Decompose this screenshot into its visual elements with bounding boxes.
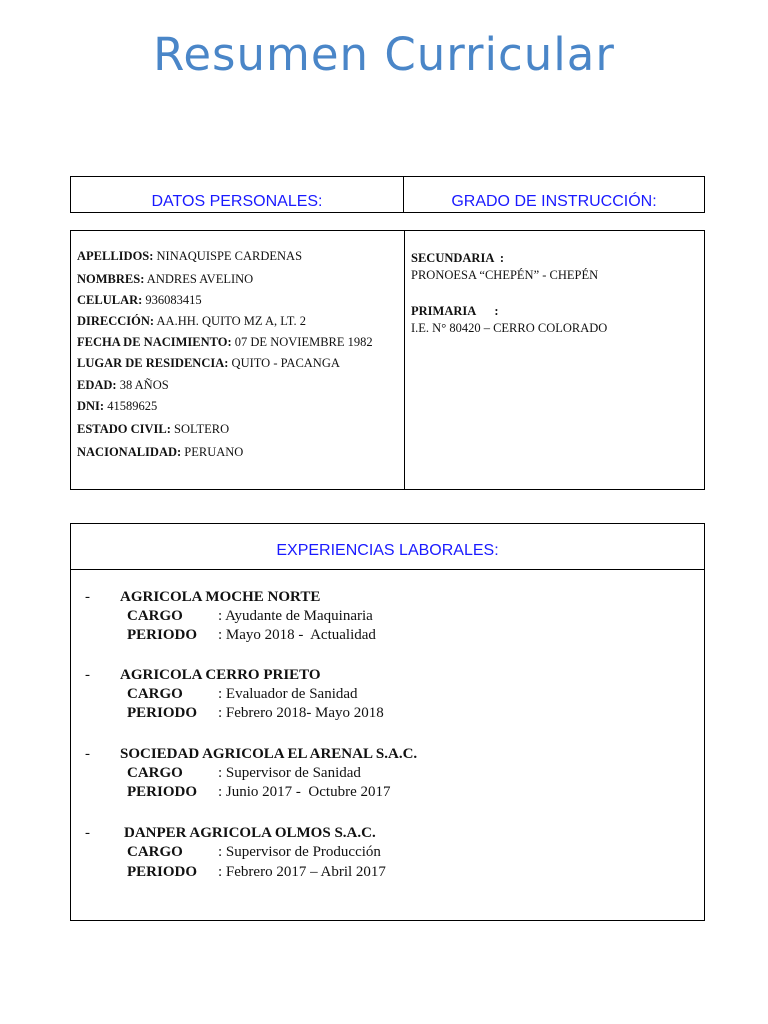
cargo-label: CARGO	[127, 608, 183, 624]
company-name: AGRICOLA CERRO PRIETO	[120, 667, 321, 683]
periodo-value: : Mayo 2018 - Actualidad	[218, 627, 376, 643]
page-title: Resumen Curricular	[153, 28, 615, 81]
personal-data-header: DATOS PERSONALES:	[151, 193, 323, 210]
field-lugar-residencia: LUGAR DE RESIDENCIA: QUITO - PACANGA	[77, 356, 340, 370]
field-fecha-nacimiento: FECHA DE NACIMIENTO: 07 DE NOVIEMBRE 1982	[77, 335, 373, 349]
headers-table	[70, 176, 705, 213]
cargo-label: CARGO	[127, 765, 183, 781]
education-data	[405, 231, 705, 489]
field-nombres: NOMBRES: ANDRES AVELINO	[77, 272, 254, 286]
company-name: AGRICOLA MOCHE NORTE	[120, 589, 321, 605]
cargo-value: : Ayudante de Maquinaria	[218, 608, 373, 624]
periodo-value: : Febrero 2018- Mayo 2018	[218, 705, 384, 721]
primary-label: PRIMARIA :	[411, 304, 499, 318]
header-divider	[71, 569, 704, 570]
company-name: SOCIEDAD AGRICOLA EL ARENAL S.A.C.	[120, 746, 418, 762]
list-dash: -	[85, 825, 90, 841]
primary-value: I.E. N° 80420 – CERRO COLORADO	[411, 321, 608, 335]
secondary-label: SECUNDARIA :	[411, 251, 505, 265]
periodo-label: PERIODO	[127, 864, 198, 880]
list-dash: -	[85, 667, 90, 683]
company-name: DANPER AGRICOLA OLMOS S.A.C.	[124, 825, 376, 841]
cargo-value: : Supervisor de Sanidad	[218, 765, 361, 781]
list-dash: -	[85, 746, 90, 762]
list-dash: -	[85, 589, 90, 605]
field-nacionalidad: NACIONALIDAD: PERUANO	[77, 445, 244, 459]
education-header: GRADO DE INSTRUCCIÓN:	[451, 193, 657, 210]
field-estado-civil: ESTADO CIVIL: SOLTERO	[77, 422, 230, 436]
data-table	[70, 230, 705, 490]
field-direccion: DIRECCIÓN: AA.HH. QUITO MZ A, LT. 2	[77, 314, 306, 328]
periodo-label: PERIODO	[127, 784, 198, 800]
field-celular: CELULAR: 936083415	[77, 293, 202, 307]
periodo-value: : Febrero 2017 – Abril 2017	[218, 864, 386, 880]
cargo-label: CARGO	[127, 686, 183, 702]
experience-table	[70, 523, 705, 921]
cargo-value: : Supervisor de Producción	[218, 844, 381, 860]
periodo-label: PERIODO	[127, 627, 198, 643]
secondary-value: PRONOESA “CHEPÉN” - CHEPÉN	[411, 268, 599, 282]
cargo-value: : Evaluador de Sanidad	[218, 686, 358, 702]
field-edad: EDAD: 38 AÑOS	[77, 378, 169, 392]
field-dni: DNI: 41589625	[77, 399, 158, 413]
periodo-value: : Junio 2017 - Octubre 2017	[218, 784, 391, 800]
experience-header: EXPERIENCIAS LABORALES:	[276, 542, 499, 559]
periodo-label: PERIODO	[127, 705, 198, 721]
cargo-label: CARGO	[127, 844, 183, 860]
field-apellidos: APELLIDOS: NINAQUISPE CARDENAS	[77, 249, 303, 263]
